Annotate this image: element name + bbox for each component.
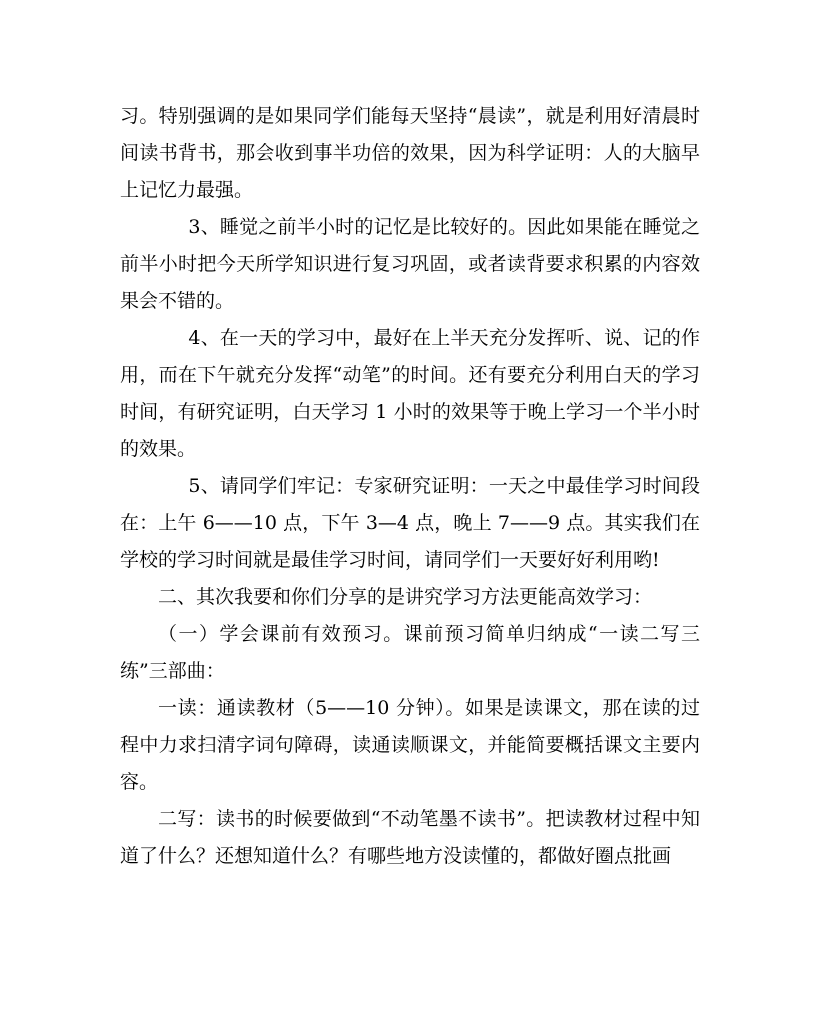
document-body <box>120 98 700 875</box>
paragraph-morning-reading: 习。特别强调的是如果同学们能每天坚持“晨读”，就是利用好清晨时间读书背书，那会收到事半功倍的效果，因为科学证明：人的大脑早上记忆力最强。 <box>120 105 700 201</box>
paragraph-preview-intro: （一）学会课前有效预习。课前预习简单归纳成“一读二写三练”三部曲： <box>120 623 700 682</box>
paragraph-step-read: 一读：通读教材（5——10 分钟）。如果是读课文，那在读的过程中力求扫清字词句障碍，读通读顺课文，并能简要概括课文主要内容。 <box>120 697 700 793</box>
paragraph-point-4: 4、在一天的学习中，最好在上半天充分发挥听、说、记的作用，而在下午就充分发挥“动笔”的时间。还有要充分利用白天的学习时间，有研究证明，白天学习 1 小时的效果等于晚上学习一个半小时的效果。 <box>120 327 700 460</box>
paragraph-section-2-heading: 二、其次我要和你们分享的是讲究学习方法更能高效学习： <box>158 586 653 608</box>
paragraph-point-3: 3、睡觉之前半小时的记忆是比较好的。因此如果能在睡觉之前半小时把今天所学知识进行复习巩固，或者读背要求积累的内容效果会不错的。 <box>120 216 700 312</box>
paragraph-step-write: 二写：读书的时候要做到“不动笔墨不读书”。把读教材过程中知道了什么？还想知道什么？有哪些地方没读懂的，都做好圈点批画 <box>120 808 700 867</box>
paragraph-point-5: 5、请同学们牢记：专家研究证明：一天之中最佳学习时间段在：上午 6——10 点，下午 3—4 点，晚上 7——9 点。其实我们在学校的学习时间就是最佳学习时间，请同学们一天要好好利用哟! <box>120 475 700 571</box>
